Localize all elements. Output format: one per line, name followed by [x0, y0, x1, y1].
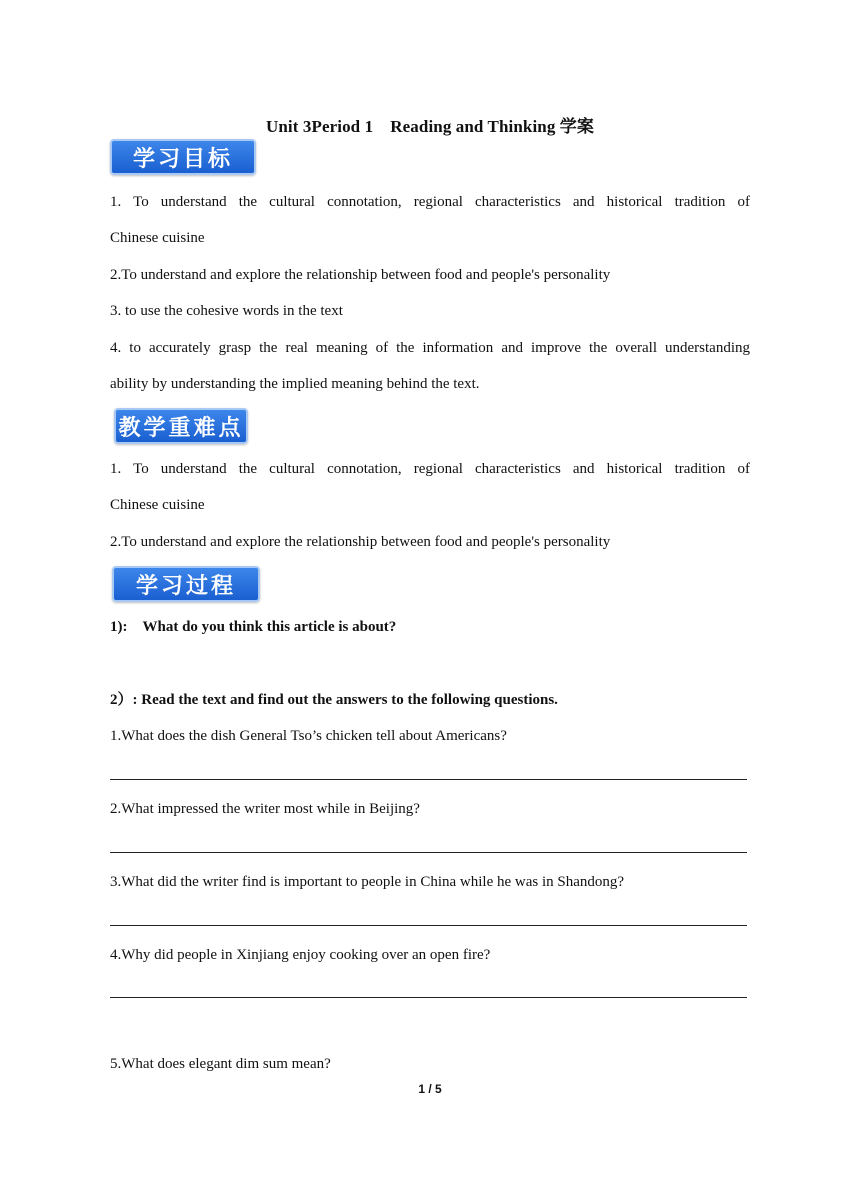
page-number: 1 / 5: [418, 1082, 442, 1096]
question-item-4: 4.Why did people in Xinjiang enjoy cooking over an open fire?: [110, 947, 491, 963]
key-point-1-line-1: 1. To understand the cultural connotation, regional characteristics and historical tradition of: [110, 461, 750, 477]
objective-1-line-1: 1. To understand the cultural connotation, regional characteristics and historical tradition of: [110, 194, 750, 210]
answer-line-4[interactable]: [110, 997, 747, 998]
key-point-2: 2.To understand and explore the relationship between food and people's personality: [110, 534, 611, 550]
objective-3: 3. to use the cohesive words in the text: [110, 303, 343, 319]
answer-line-2[interactable]: [110, 852, 747, 853]
objective-4-line-2: ability by understanding the implied meaning behind the text.: [110, 376, 480, 392]
question-item-1: 1.What does the dish General Tso’s chicken tell about Americans?: [110, 728, 507, 744]
objective-4-line-1: 4. to accurately grasp the real meaning of the information and improve the overall understanding: [110, 340, 750, 356]
process-badge: 学习过程: [112, 566, 260, 602]
key-point-1-line-2: Chinese cuisine: [110, 497, 205, 513]
question-item-3: 3.What did the writer find is important to people in China while he was in Shandong?: [110, 874, 625, 890]
answer-line-3[interactable]: [110, 925, 747, 926]
objective-1-line-2: Chinese cuisine: [110, 230, 205, 246]
answer-line-1[interactable]: [110, 779, 747, 780]
question-item-2: 2.What impressed the writer most while in Beijing?: [110, 801, 420, 817]
page-title: Unit 3Period 1 Reading and Thinking 学案: [266, 117, 594, 136]
question-item-5: 5.What does elegant dim sum mean?: [110, 1056, 331, 1072]
section-2-header: 2）: Read the text and find out the answers to the following questions.: [110, 692, 558, 708]
key-points-badge: 教学重难点: [114, 408, 248, 444]
question-1: 1): What do you think this article is about?: [110, 619, 397, 635]
objectives-badge: 学习目标: [110, 139, 256, 175]
objective-2: 2.To understand and explore the relationship between food and people's personality: [110, 267, 611, 283]
